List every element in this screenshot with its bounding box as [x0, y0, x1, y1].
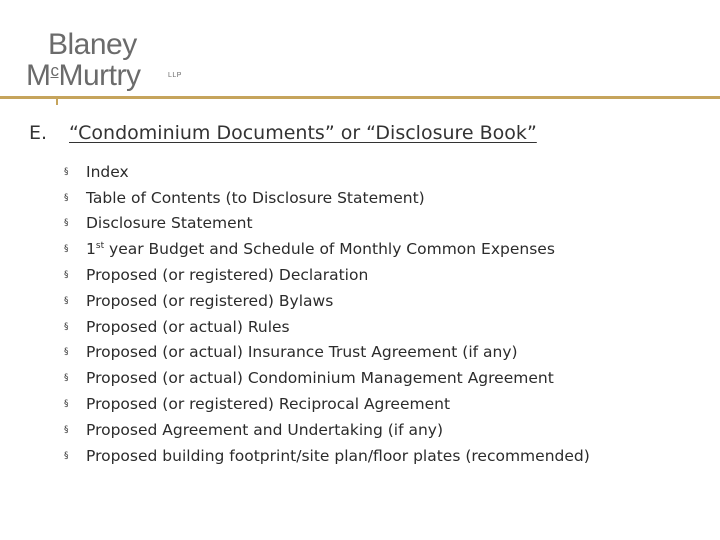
bullet-icon: § [64, 424, 69, 435]
logo-line-mcmurtry [26, 56, 141, 91]
list-item [64, 391, 590, 417]
list-item-text [86, 318, 290, 336]
document-list [64, 159, 590, 469]
list-item [64, 236, 590, 262]
bullet-icon: § [64, 192, 69, 203]
list-item-superscript: st [95, 241, 105, 252]
list-item-label: Proposed (or actual) Rules [86, 317, 290, 336]
header-divider-tick [56, 99, 58, 105]
list-item-text [86, 343, 518, 361]
bullet-icon: § [64, 321, 69, 332]
list-item [64, 417, 590, 443]
list-item-label: Table of Contents (to Disclosure Statement) [86, 188, 425, 207]
bullet-icon: § [64, 450, 69, 461]
bullet-icon: § [64, 347, 69, 358]
list-item-label: Index [86, 162, 129, 181]
section-letter: E. [29, 122, 48, 144]
list-item-label: Proposed (or actual) Condominium Management Agreement [86, 369, 554, 388]
list-item-text [86, 266, 368, 284]
list-item-text [86, 447, 590, 465]
bullet-icon: § [64, 244, 69, 255]
list-item [64, 262, 590, 288]
firm-logo [26, 30, 196, 92]
list-item [64, 443, 590, 469]
list-item [64, 185, 590, 211]
list-item-prefix: 1 [86, 240, 96, 259]
logo-m: M [26, 59, 51, 92]
logo-c: c [50, 61, 59, 80]
logo-murtry: Murtry [58, 59, 141, 92]
list-item [64, 211, 590, 237]
header-divider [0, 96, 720, 99]
list-item-label: Disclosure Statement [86, 214, 253, 233]
list-item-text [86, 395, 450, 413]
list-item [64, 288, 590, 314]
logo-line-blaney: Blaney [48, 28, 137, 61]
logo-llp: LLP [168, 72, 182, 79]
list-item [64, 159, 590, 185]
list-item-label: Proposed (or registered) Declaration [86, 266, 369, 285]
list-item-label: Proposed (or actual) Insurance Trust Agreement (if any) [86, 343, 518, 362]
list-item-text [86, 214, 253, 232]
list-item [64, 314, 590, 340]
list-item-text [86, 421, 443, 439]
list-item-text [86, 189, 425, 207]
list-item [64, 340, 590, 366]
section-heading [29, 122, 537, 144]
list-item-label: Proposed (or registered) Bylaws [86, 291, 334, 310]
bullet-icon: § [64, 295, 69, 306]
section-title: “Condominium Documents” or “Disclosure Book” [69, 122, 537, 144]
list-item-label: Proposed Agreement and Undertaking (if any) [86, 420, 444, 439]
bullet-icon: § [64, 399, 69, 410]
list-item-text [86, 292, 333, 310]
list-item [64, 365, 590, 391]
list-item-text [86, 240, 555, 258]
bullet-icon: § [64, 270, 69, 281]
list-item-label: Proposed (or registered) Reciprocal Agreement [86, 395, 451, 414]
list-item-label: Proposed building footprint/site plan/floor plates (recommended) [86, 446, 590, 465]
list-item-text [86, 369, 554, 387]
bullet-icon: § [64, 166, 69, 177]
list-item-label: year Budget and Schedule of Monthly Common Expenses [104, 240, 555, 259]
bullet-icon: § [64, 218, 69, 229]
bullet-icon: § [64, 373, 69, 384]
list-item-text [86, 163, 129, 181]
